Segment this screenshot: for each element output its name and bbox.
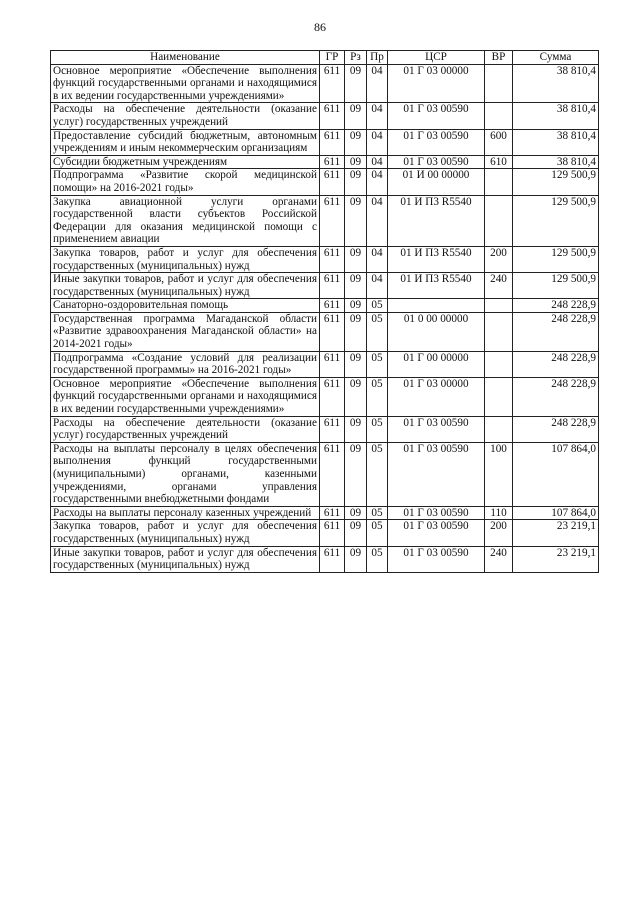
cell-rz: 09 — [345, 64, 367, 103]
cell-vr: 100 — [485, 442, 513, 506]
table-row — [51, 312, 599, 351]
cell-csr: 01 И П3 R5540 — [388, 246, 485, 272]
cell-vr — [485, 103, 513, 129]
cell-rz: 09 — [345, 442, 367, 506]
cell-csr: 01 Г 03 00000 — [388, 377, 485, 416]
cell-gr: 611 — [320, 129, 345, 155]
cell-sum: 129 500,9 — [513, 195, 599, 246]
cell-gr: 611 — [320, 169, 345, 195]
cell-rz: 09 — [345, 129, 367, 155]
cell-gr: 611 — [320, 520, 345, 546]
cell-name: Государственная программа Магаданской области «Развитие здравоохранения Магаданской области» на 2014-2021 годы» — [51, 312, 320, 351]
cell-gr: 611 — [320, 442, 345, 506]
cell-gr: 611 — [320, 351, 345, 377]
cell-gr: 611 — [320, 273, 345, 299]
table-row — [51, 129, 599, 155]
cell-csr: 01 И 00 00000 — [388, 169, 485, 195]
cell-pr: 04 — [367, 103, 388, 129]
cell-sum: 129 500,9 — [513, 273, 599, 299]
table-row — [51, 351, 599, 377]
cell-csr: 01 Г 03 00590 — [388, 520, 485, 546]
header-name: Наименование — [51, 51, 320, 65]
cell-sum: 248 228,9 — [513, 299, 599, 313]
cell-name: Иные закупки товаров, работ и услуг для обеспечения государственных (муниципальных) нужд — [51, 273, 320, 299]
cell-rz: 09 — [345, 351, 367, 377]
cell-csr: 01 И П3 R5540 — [388, 195, 485, 246]
header-row — [51, 51, 599, 65]
cell-gr: 611 — [320, 64, 345, 103]
cell-csr: 01 Г 03 00590 — [388, 103, 485, 129]
header-sum: Сумма — [513, 51, 599, 65]
cell-pr: 05 — [367, 299, 388, 313]
cell-csr: 01 Г 03 00590 — [388, 129, 485, 155]
cell-sum: 38 810,4 — [513, 103, 599, 129]
cell-pr: 04 — [367, 129, 388, 155]
cell-rz: 09 — [345, 416, 367, 442]
table-row — [51, 506, 599, 520]
cell-sum: 248 228,9 — [513, 351, 599, 377]
table-row — [51, 416, 599, 442]
table-row — [51, 246, 599, 272]
cell-pr: 04 — [367, 169, 388, 195]
cell-vr — [485, 416, 513, 442]
cell-gr: 611 — [320, 377, 345, 416]
header-rz: Рз — [345, 51, 367, 65]
cell-vr: 200 — [485, 520, 513, 546]
cell-vr — [485, 195, 513, 246]
cell-pr: 04 — [367, 195, 388, 246]
cell-sum: 23 219,1 — [513, 546, 599, 572]
cell-pr: 05 — [367, 442, 388, 506]
cell-name: Расходы на выплаты персоналу в целях обеспечения выполнения функций государственными (муниципальными) органами, казенными учреждениями, органами управления государственными внебюджетными фондами — [51, 442, 320, 506]
cell-rz: 09 — [345, 169, 367, 195]
cell-gr: 611 — [320, 546, 345, 572]
cell-sum: 248 228,9 — [513, 416, 599, 442]
cell-csr: 01 И П3 R5540 — [388, 273, 485, 299]
cell-csr: 01 Г 03 00590 — [388, 546, 485, 572]
cell-rz: 09 — [345, 103, 367, 129]
cell-rz: 09 — [345, 312, 367, 351]
cell-name: Расходы на обеспечение деятельности (оказание услуг) государственных учреждений — [51, 103, 320, 129]
cell-sum: 23 219,1 — [513, 520, 599, 546]
cell-vr: 110 — [485, 506, 513, 520]
cell-vr: 240 — [485, 273, 513, 299]
cell-rz: 09 — [345, 377, 367, 416]
cell-csr: 01 0 00 00000 — [388, 312, 485, 351]
cell-csr: 01 Г 03 00590 — [388, 442, 485, 506]
cell-name: Основное мероприятие «Обеспечение выполнения функций государственными органами и находящимися в их ведении государственными учреждениями» — [51, 377, 320, 416]
cell-pr: 04 — [367, 273, 388, 299]
cell-sum: 129 500,9 — [513, 246, 599, 272]
cell-rz: 09 — [345, 546, 367, 572]
cell-gr: 611 — [320, 416, 345, 442]
table-row — [51, 442, 599, 506]
cell-rz: 09 — [345, 520, 367, 546]
cell-rz: 09 — [345, 246, 367, 272]
table-row — [51, 299, 599, 313]
table-row — [51, 377, 599, 416]
cell-sum: 107 864,0 — [513, 442, 599, 506]
cell-pr: 05 — [367, 351, 388, 377]
header-pr: Пр — [367, 51, 388, 65]
table-row — [51, 169, 599, 195]
page-number: 86 — [314, 20, 326, 34]
cell-pr: 05 — [367, 546, 388, 572]
cell-pr: 04 — [367, 155, 388, 169]
cell-name: Закупка товаров, работ и услуг для обеспечения государственных (муниципальных) нужд — [51, 520, 320, 546]
cell-pr: 05 — [367, 520, 388, 546]
cell-csr: 01 Г 03 00590 — [388, 155, 485, 169]
cell-csr: 01 Г 03 00590 — [388, 416, 485, 442]
cell-pr: 05 — [367, 312, 388, 351]
cell-sum: 38 810,4 — [513, 155, 599, 169]
cell-pr: 05 — [367, 506, 388, 520]
cell-vr: 200 — [485, 246, 513, 272]
cell-vr — [485, 64, 513, 103]
header-vr: ВР — [485, 51, 513, 65]
budget-table — [50, 50, 599, 573]
cell-gr: 611 — [320, 246, 345, 272]
cell-pr: 05 — [367, 377, 388, 416]
table-row — [51, 546, 599, 572]
cell-gr: 611 — [320, 312, 345, 351]
cell-vr — [485, 351, 513, 377]
cell-sum: 129 500,9 — [513, 169, 599, 195]
cell-name: Субсидии бюджетным учреждениям — [51, 155, 320, 169]
cell-pr: 05 — [367, 416, 388, 442]
cell-rz: 09 — [345, 299, 367, 313]
cell-rz: 09 — [345, 155, 367, 169]
table-row — [51, 195, 599, 246]
cell-name: Санаторно-оздоровительная помощь — [51, 299, 320, 313]
table-row — [51, 155, 599, 169]
cell-pr: 04 — [367, 246, 388, 272]
cell-name: Закупка авиационной услуги органами государственной власти субъектов Российской Федерации для оказания медицинской помощи с применением авиации — [51, 195, 320, 246]
cell-name: Расходы на обеспечение деятельности (оказание услуг) государственных учреждений — [51, 416, 320, 442]
cell-sum: 248 228,9 — [513, 377, 599, 416]
cell-vr — [485, 377, 513, 416]
cell-vr: 600 — [485, 129, 513, 155]
cell-vr — [485, 169, 513, 195]
cell-name: Предоставление субсидий бюджетным, автономным учреждениям и иным некоммерческим организациям — [51, 129, 320, 155]
cell-vr: 240 — [485, 546, 513, 572]
cell-gr: 611 — [320, 155, 345, 169]
table-row — [51, 64, 599, 103]
cell-name: Основное мероприятие «Обеспечение выполнения функций государственными органами и находящимися в их ведении государственными учреждениями» — [51, 64, 320, 103]
cell-sum: 38 810,4 — [513, 129, 599, 155]
cell-name: Закупка товаров, работ и услуг для обеспечения государственных (муниципальных) нужд — [51, 246, 320, 272]
cell-vr — [485, 299, 513, 313]
table-row — [51, 520, 599, 546]
cell-name: Расходы на выплаты персоналу казенных учреждений — [51, 506, 320, 520]
cell-csr: 01 Г 03 00000 — [388, 64, 485, 103]
cell-rz: 09 — [345, 195, 367, 246]
cell-gr: 611 — [320, 195, 345, 246]
cell-rz: 09 — [345, 273, 367, 299]
cell-gr: 611 — [320, 299, 345, 313]
table-body — [51, 64, 599, 572]
cell-name: Иные закупки товаров, работ и услуг для обеспечения государственных (муниципальных) нужд — [51, 546, 320, 572]
cell-name: Подпрограмма «Развитие скорой медицинской помощи» на 2016-2021 годы» — [51, 169, 320, 195]
cell-sum: 38 810,4 — [513, 64, 599, 103]
cell-csr — [388, 299, 485, 313]
cell-vr: 610 — [485, 155, 513, 169]
cell-gr: 611 — [320, 506, 345, 520]
table-row — [51, 103, 599, 129]
cell-vr — [485, 312, 513, 351]
cell-sum: 107 864,0 — [513, 506, 599, 520]
cell-csr: 01 Г 00 00000 — [388, 351, 485, 377]
cell-name: Подпрограмма «Создание условий для реализации государственной программы» на 2016-2021 годы» — [51, 351, 320, 377]
cell-sum: 248 228,9 — [513, 312, 599, 351]
header-gr: ГР — [320, 51, 345, 65]
cell-gr: 611 — [320, 103, 345, 129]
cell-pr: 04 — [367, 64, 388, 103]
header-csr: ЦСР — [388, 51, 485, 65]
table-row — [51, 273, 599, 299]
cell-csr: 01 Г 03 00590 — [388, 506, 485, 520]
cell-rz: 09 — [345, 506, 367, 520]
